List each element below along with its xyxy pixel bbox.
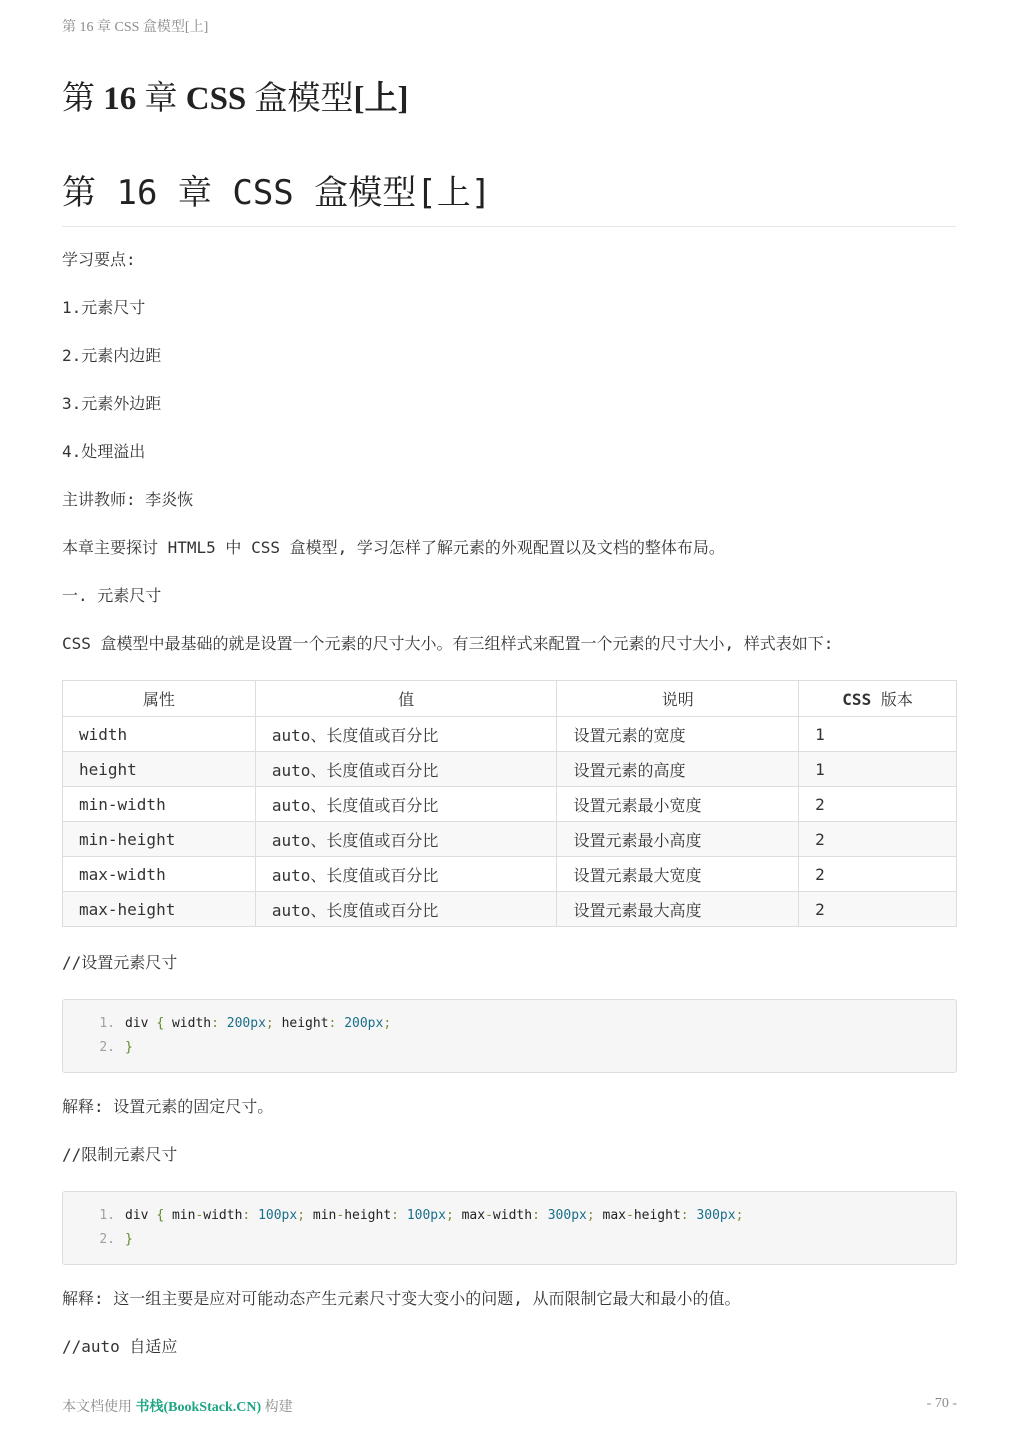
paragraph-point-3: 3.元素外边距 bbox=[62, 394, 162, 413]
footer-suffix: 构建 bbox=[261, 1400, 293, 1415]
code-selector: div bbox=[125, 1208, 149, 1223]
explanation-limit-size: 解释: 这一组主要是应对可能动态产生元素尺寸变大变小的问题, 从而限制它最大和最小的值。 bbox=[62, 1289, 741, 1308]
code-block-limit-size bbox=[62, 1191, 957, 1265]
cell-value: auto、长度值或百分比 bbox=[255, 752, 557, 787]
line-number: 1. bbox=[99, 1016, 115, 1031]
table-header-row bbox=[63, 681, 957, 717]
running-head: 第 16 章 CSS 盒模型[上] bbox=[62, 20, 209, 35]
cell-property: min-width bbox=[63, 787, 256, 822]
code-value: 200px bbox=[226, 1016, 266, 1031]
footer-credit bbox=[62, 1396, 293, 1416]
comment-auto: //auto 自适应 bbox=[62, 1337, 178, 1356]
code-line: 1. div { width : 200px ; height : 200px ; bbox=[63, 1012, 956, 1036]
table-row bbox=[63, 787, 957, 822]
table-row bbox=[63, 717, 957, 752]
header-property: 属性 bbox=[63, 681, 256, 717]
code-property: width bbox=[171, 1016, 212, 1031]
chapter-title-mid: 章 bbox=[136, 81, 186, 117]
table-row bbox=[63, 752, 957, 787]
chapter-title bbox=[62, 76, 409, 122]
header-css-version bbox=[799, 681, 957, 717]
header-version-word: 版本 bbox=[871, 690, 913, 709]
explanation-fixed-size: 解释: 设置元素的固定尺寸。 bbox=[62, 1097, 274, 1116]
table-row bbox=[63, 892, 957, 927]
cell-property: height bbox=[63, 752, 256, 787]
line-number: 2. bbox=[99, 1040, 115, 1055]
cell-value: auto、长度值或百分比 bbox=[255, 822, 557, 857]
table-row bbox=[63, 857, 957, 892]
footer-prefix: 本文档使用 bbox=[62, 1400, 136, 1415]
chapter-title-bracket: [上] bbox=[353, 81, 409, 117]
code-property: height bbox=[344, 1208, 392, 1223]
code-block-fixed-size bbox=[62, 999, 957, 1073]
code-line bbox=[63, 1228, 956, 1252]
code-value: 200px bbox=[344, 1016, 384, 1031]
chapter-title-number: 16 bbox=[103, 81, 137, 117]
code-brace: } bbox=[125, 1040, 133, 1055]
paragraph-point-4: 4.处理溢出 bbox=[62, 442, 146, 461]
code-brace: { bbox=[156, 1208, 165, 1223]
code-brace: { bbox=[156, 1016, 165, 1031]
cell-version: 2 bbox=[799, 787, 957, 822]
page-number: - 70 - bbox=[926, 1396, 957, 1411]
section-heading: 第 16 章 CSS 盒模型[上] bbox=[62, 168, 956, 227]
chapter-title-suffix: 盒模型 bbox=[246, 81, 354, 117]
code-line bbox=[63, 1036, 956, 1060]
code-property: height bbox=[633, 1208, 681, 1223]
cell-version: 2 bbox=[799, 892, 957, 927]
line-number: 2. bbox=[99, 1232, 115, 1247]
code-selector: div bbox=[125, 1016, 149, 1031]
table-row bbox=[63, 822, 957, 857]
code-property: width bbox=[492, 1208, 533, 1223]
cell-description: 设置元素最大高度 bbox=[557, 892, 799, 927]
cell-property: max-height bbox=[63, 892, 256, 927]
paragraph-intro: 本章主要探讨 HTML5 中 CSS 盒模型, 学习怎样了解元素的外观配置以及文档的整体布局。 bbox=[62, 538, 725, 557]
cell-value: auto、长度值或百分比 bbox=[255, 857, 557, 892]
code-property: width bbox=[203, 1208, 243, 1223]
code-property: height bbox=[281, 1016, 329, 1031]
code-property: max bbox=[461, 1208, 486, 1223]
cell-value: auto、长度值或百分比 bbox=[255, 787, 557, 822]
cell-description: 设置元素最小宽度 bbox=[557, 787, 799, 822]
cell-description: 设置元素最大宽度 bbox=[557, 857, 799, 892]
chapter-title-prefix: 第 bbox=[62, 81, 104, 117]
paragraph-point-1: 1.元素尺寸 bbox=[62, 298, 146, 317]
cell-description: 设置元素的高度 bbox=[557, 752, 799, 787]
cell-version: 2 bbox=[799, 822, 957, 857]
size-properties-table bbox=[62, 680, 957, 927]
cell-value: auto、长度值或百分比 bbox=[255, 717, 557, 752]
chapter-title-css: CSS bbox=[185, 81, 247, 117]
cell-property: min-height bbox=[63, 822, 256, 857]
cell-version: 2 bbox=[799, 857, 957, 892]
code-brace: } bbox=[125, 1232, 133, 1247]
line-number: 1. bbox=[99, 1208, 115, 1223]
cell-property: max-width bbox=[63, 857, 256, 892]
code-value: 300px bbox=[547, 1208, 587, 1223]
cell-value: auto、长度值或百分比 bbox=[255, 892, 557, 927]
code-value: 100px bbox=[406, 1208, 446, 1223]
paragraph-study-points: 学习要点: bbox=[62, 250, 136, 269]
comment-limit-size: //限制元素尺寸 bbox=[62, 1145, 178, 1164]
cell-version: 1 bbox=[799, 752, 957, 787]
comment-set-size: //设置元素尺寸 bbox=[62, 953, 178, 972]
header-css-word: CSS bbox=[842, 690, 872, 709]
cell-version: 1 bbox=[799, 717, 957, 752]
footer-brand-link[interactable]: 书栈(BookStack.CN) bbox=[135, 1400, 262, 1415]
paragraph-section-1-desc: CSS 盒模型中最基础的就是设置一个元素的尺寸大小。有三组样式来配置一个元素的尺寸大小, 样式表如下: bbox=[62, 634, 834, 653]
code-value: 100px bbox=[258, 1208, 298, 1223]
cell-description: 设置元素最小高度 bbox=[557, 822, 799, 857]
paragraph-teacher: 主讲教师: 李炎恢 bbox=[62, 490, 194, 509]
code-property: max bbox=[602, 1208, 626, 1223]
code-line: 1. div { min - width : 100px ; min - height : 100px ; max - width : 300px ; max - height : 300px ; bbox=[63, 1204, 956, 1228]
code-property: min bbox=[171, 1208, 196, 1223]
paragraph-point-2: 2.元素内边距 bbox=[62, 346, 162, 365]
code-property: min bbox=[312, 1208, 337, 1223]
header-value: 值 bbox=[255, 681, 557, 717]
cell-description: 设置元素的宽度 bbox=[557, 717, 799, 752]
cell-property: width bbox=[63, 717, 256, 752]
code-value: 300px bbox=[696, 1208, 736, 1223]
header-description: 说明 bbox=[557, 681, 799, 717]
paragraph-section-1: 一. 元素尺寸 bbox=[62, 586, 162, 605]
